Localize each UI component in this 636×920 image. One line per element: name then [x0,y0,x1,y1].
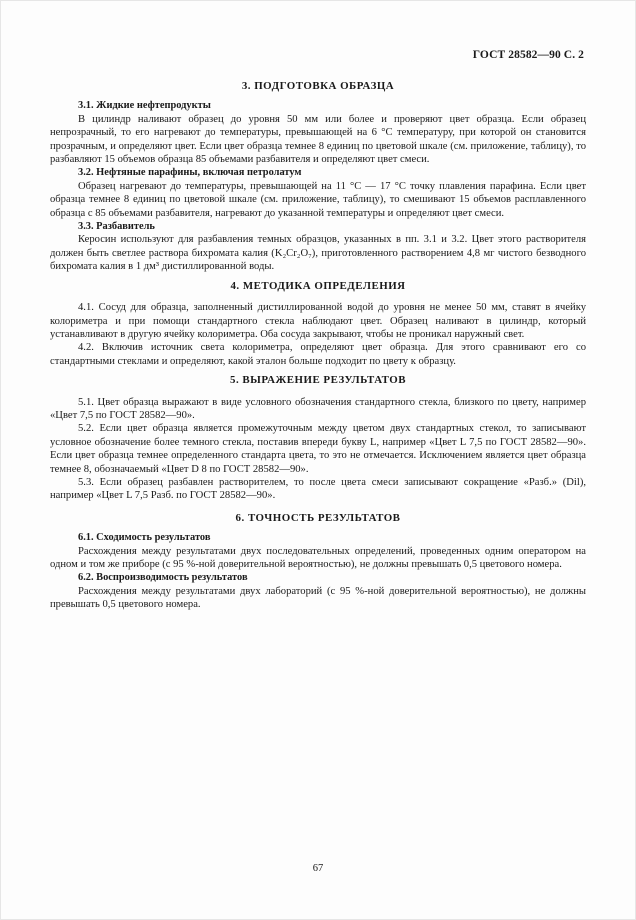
page-content [50,80,586,612]
paragraph: 5.1. Цвет образца выражают в виде условного обозначения стандартного стекла, близкого по цвету, например «Цвет 7,5 по ГОСТ 28582—90». [50,396,586,421]
paragraph: 5.3. Если образец разбавлен растворителем, то после цвета смеси записывают сокращение «Разб.» (Dil), например «Цвет L 7,5 Разб. по ГОСТ 28582—90». [50,476,586,502]
section-title: 6. ТОЧНОСТЬ РЕЗУЛЬТАТОВ [235,511,401,524]
paragraph: Керосин используют для разбавления темных образцов, указанных в пп. 3.1 и 3.2. Цвет этого растворителя должен быть светлее раствора бихромата калия (K₂Cr₂O₇), приготовленного растворением 4,8 мг чистого безводного бихромата калия в 1 дм³ дистиллированной воды. [50,234,586,273]
subsection-title: 6.1. Сходимость результатов [78,532,211,544]
page-number: 67 [312,863,324,874]
subsection-title: 3.1. Жидкие нефтепродукты [78,100,211,112]
section-4 [50,280,586,368]
section-title: 3. ПОДГОТОВКА ОБРАЗЦА [241,80,395,92]
paragraph: 4.2. Включив источник света колориметра, определяют цвет образца. Для этого сравнивают его со стандартными стеклами и определяют, какой эталон больше подходит по цвету к образцу. [50,342,586,367]
paragraph: Расхождения между результатами двух лабораторий (с 95 %-ной доверительной вероятностью), не должны превышать 0,5 цветового номера. [50,585,586,611]
running-header: ГОСТ 28582—90 С. 2 [472,49,584,61]
section-6 [50,512,586,612]
paragraph: 5.2. Если цвет образца является промежуточным между цветом двух стандартных стекол, то записывают условное обозначение более темного стекла, поставив впереди букву L, например «Цвет L 7,5 по ГОСТ 28582—90». Если цвет образца темнее определенного стандарта цвета, то это не отмечается. Исключением является цвет образца темнее 8, обозначаемый «Цвет D 8 по ГОСТ 28582—90». [50,423,586,475]
section-3 [50,80,586,274]
subsection-title: 3.2. Нефтяные парафины, включая петролатум [78,167,302,179]
paragraph: В цилиндр наливают образец до уровня 50 мм или более и проверяют цвет образца. Если образец непрозрачный, то его нагревают до температуры, превышающей на 6 °С температуру, при которой он становится прозрачным, и определяют цвет. Если цвет образца темнее 8 единиц по цветовой шкале (см. приложение, таблицу), то разбавляют 15 объемов образца 85 объемами разбавителя и определяют цвет смеси. [50,113,586,166]
paragraph: 4.1. Сосуд для образца, заполненный дистиллированной водой до уровня не менее 50 мм, ставят в ячейку колориметра и при помощи стандартного стекла наблюдают цвет. Образец наливают в цилиндр, который устанавливают в другую ячейку колориметра. Оба сосуда закрывают, чтобы не проникал наружный свет. [50,302,586,340]
subsection-title: 3.3. Разбавитель [78,221,155,233]
section-title: 4. МЕТОДИКА ОПРЕДЕЛЕНИЯ [230,279,406,292]
section-title: 5. ВЫРАЖЕНИЕ РЕЗУЛЬТАТОВ [230,374,406,387]
paragraph: Расхождения между результатами двух последовательных определений, проведенных одним оператором на одном и том же приборе (с 95 %-ной доверительной вероятностью), не должны превышать 0,5 цветового номера. [50,545,586,570]
section-5 [50,374,586,503]
paragraph: Образец нагревают до температуры, превышающей на 11 °С — 17 °С точку плавления парафина. Если цвет образца темнее 8 единиц по цветовой шкале (см. приложение, таблицу), то смешивают 15 объемов расплавленного образца с 85 объемами разбавителя, нагревают до указанной температуры и определяют цвет смеси. [50,180,586,219]
subsection-title: 6.2. Воспроизводимость результатов [78,572,248,584]
